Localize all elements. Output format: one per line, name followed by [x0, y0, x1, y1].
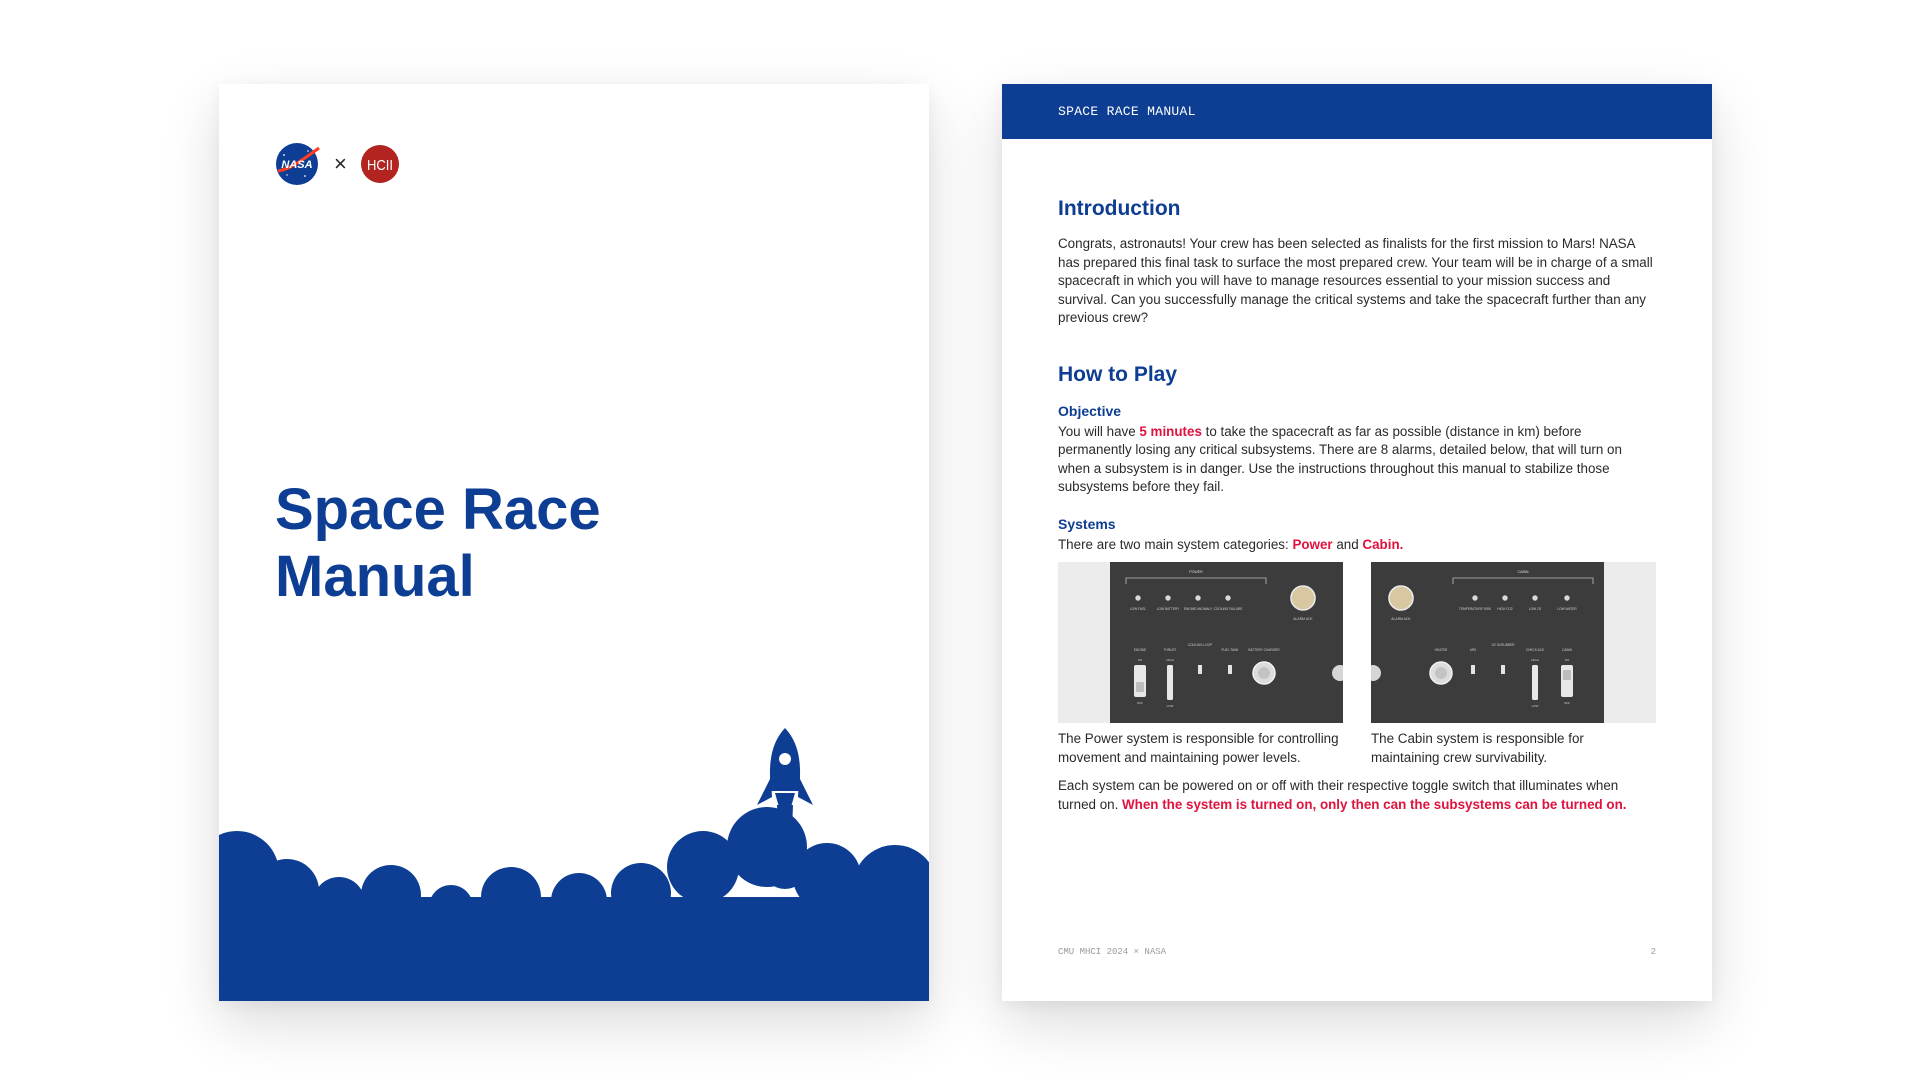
svg-text:HCII: HCII	[366, 157, 393, 174]
power-control-label: THRUST	[1163, 648, 1177, 652]
power-system-column	[1058, 562, 1343, 767]
objective-paragraph	[1058, 423, 1656, 497]
cabin-panel-photo	[1371, 562, 1656, 723]
switch-low-label: LOW	[1166, 704, 1174, 708]
power-alarm-ack-label: ALARM ACK	[1293, 617, 1313, 621]
cabin-alarm-ack-label: ALARM ACK	[1391, 617, 1411, 621]
thrust-slider	[1167, 665, 1173, 700]
intro-paragraph: Congrats, astronauts! Your crew has been selected as finalists for the first mission to Mars! NASA has prepared this final task to surface the most prepared crew. Your team will be in charge of a small spacecraft in which you will have to manage resources essential to your mission success and survival. Can you successfully manage the critical systems and take the spacecraft further than any previous crew?	[1058, 236, 1653, 325]
cooling-loop-switch	[1198, 665, 1202, 674]
ars-switch	[1471, 665, 1475, 674]
cabin-indicator-label: LOW O2	[1528, 607, 1542, 611]
power-control-label: COOLING LOOP	[1187, 643, 1213, 647]
toggle-text: Each system can be powered on or off with their respective toggle switch that illuminates when turned on.	[1058, 778, 1619, 812]
svg-text:NASA: NASA	[281, 159, 313, 171]
system-panels-row	[1058, 562, 1656, 767]
power-alarm-ack-button	[1291, 586, 1315, 610]
cabin-control-label: CHECK ACK	[1525, 648, 1545, 652]
cabin-control-label: O2 SCRUBBER	[1491, 643, 1515, 647]
page-content	[1058, 196, 1656, 814]
cabin-toggle-switch	[1561, 665, 1573, 697]
systems-and-text: and	[1332, 536, 1363, 552]
switch-on-label: ON	[1564, 658, 1570, 662]
objective-heading: Objective	[1058, 402, 1122, 419]
switch-on-label: ON	[1137, 658, 1143, 662]
systems-cabin-highlight: Cabin.	[1362, 536, 1404, 552]
objective-text-end: to take the spacecraft as far as possible (distance in km) before permanently losing any critical subsystems. There are 8 alarms, detailed below, that will turn on when a subsystem is in danger. Use the instructions throughout this manual to stabilize those subsystems before they fail.	[1058, 423, 1622, 494]
check-ack-slider	[1532, 665, 1538, 700]
o2-scrubber-switch	[1501, 665, 1505, 674]
power-control-label: ENGINE	[1133, 648, 1147, 652]
how-to-play-heading: How to Play	[1058, 362, 1178, 386]
systems-power-highlight: Power	[1292, 536, 1333, 552]
power-control-label: FUEL TANK	[1221, 648, 1239, 652]
page-header-banner: SPACE RACE MANUAL	[1002, 84, 1712, 139]
switch-high-label: HIGH	[1166, 658, 1174, 662]
partner-logos	[275, 142, 400, 186]
page-footer-credit: CMU MHCI 2024 × NASA	[1058, 947, 1167, 957]
power-indicator-label: LOW FUEL	[1129, 607, 1147, 611]
engine-toggle-switch	[1134, 665, 1146, 697]
fuel-tank-switch	[1228, 665, 1232, 674]
power-system-caption: The Power system is responsible for controlling movement and maintaining power levels.	[1058, 731, 1339, 765]
launch-clouds	[219, 807, 929, 1001]
cabin-system-caption: The Cabin system is responsible for maintaining crew survivability.	[1371, 731, 1584, 765]
objective-time-highlight: 5 minutes	[1139, 423, 1202, 439]
cabin-panel-title: CABIN	[1517, 570, 1529, 574]
switch-off-label: OFF	[1137, 701, 1143, 705]
cabin-system-column	[1371, 562, 1656, 767]
cover-title-line-1: Space Race	[275, 477, 601, 542]
cabin-control-label: ARS	[1469, 648, 1477, 652]
systems-heading: Systems	[1058, 515, 1116, 532]
cabin-indicator-label: LOW WATER	[1557, 607, 1577, 611]
switch-off-label: OFF	[1564, 701, 1570, 705]
cabin-alarm-ack-button	[1389, 586, 1413, 610]
page-number: 2	[1650, 947, 1656, 957]
power-panel-title: POWER	[1189, 570, 1203, 574]
manual-cover-page	[219, 84, 929, 1001]
cover-title	[275, 476, 601, 610]
power-indicator-label: ENGINE ANOMALY	[1183, 607, 1213, 611]
toggle-paragraph	[1058, 777, 1656, 814]
rocket-launch-illustration	[219, 701, 929, 1001]
power-control-label: BATTERY CHARGER	[1248, 648, 1280, 652]
objective-text-start: You will have	[1058, 423, 1140, 439]
systems-text: There are two main system categories:	[1058, 536, 1293, 552]
power-indicator-label: COOLING FAILURE	[1213, 607, 1243, 611]
switch-high-label: HIGH	[1531, 658, 1539, 662]
cabin-control-label: HEATER	[1434, 648, 1448, 652]
hcii-logo-icon	[360, 144, 400, 184]
systems-paragraph	[1058, 536, 1656, 555]
switch-low-label: LOW	[1531, 704, 1539, 708]
manual-inner-page	[1002, 84, 1712, 1001]
logo-separator: ×	[334, 151, 347, 176]
nasa-logo-icon	[275, 142, 321, 186]
cabin-control-label: CABIN	[1562, 648, 1572, 652]
cabin-indicator-label: HIGH CO2	[1497, 607, 1513, 611]
cover-title-line-2: Manual	[275, 544, 475, 609]
toggle-warning-highlight: When the system is turned on, only then can the subsystems can be turned on.	[1122, 796, 1627, 812]
cabin-indicator-label: TEMPERATURE RISK	[1458, 607, 1492, 611]
power-panel-photo	[1058, 562, 1343, 723]
intro-heading: Introduction	[1058, 197, 1181, 220]
power-indicator-label: LOW BATTERY	[1156, 607, 1180, 611]
